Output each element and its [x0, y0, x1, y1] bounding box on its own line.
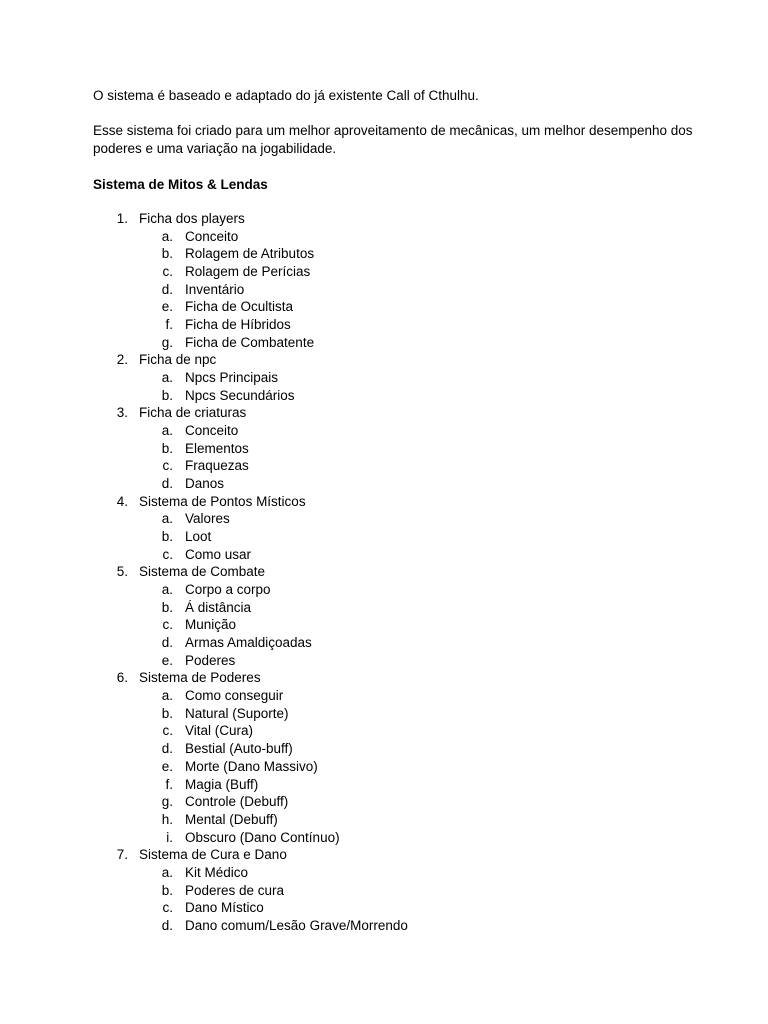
intro-paragraph-2: Esse sistema foi criado para um melhor aproveitamento de mecânicas, um melhor desempenho dos poderes e uma variação na jogabilidade.	[93, 123, 693, 156]
outline-subitem-letter: a.	[161, 370, 173, 386]
outline-subitem-letter: d.	[161, 741, 173, 757]
outline-subitem-letter: e.	[161, 652, 173, 668]
outline-subitem	[0, 298, 768, 316]
outline-subitem	[0, 528, 768, 546]
outline-subitem-label: Munição	[185, 617, 237, 633]
outline-item-label: Ficha de npc	[139, 352, 217, 368]
outline-subitem-label: Valores	[185, 511, 230, 527]
outline-subitem-letter: d.	[161, 281, 173, 297]
outline-subitem-letter: b.	[161, 599, 173, 615]
outline-subitem-label: Ficha de Híbridos	[185, 317, 291, 333]
outline-item-label: Ficha dos players	[139, 211, 245, 226]
outline-subitem	[0, 652, 768, 670]
outline-item	[0, 563, 768, 581]
outline-subitem	[0, 882, 768, 900]
outline-subitem-label: Rolagem de Perícias	[185, 264, 311, 280]
outline-subitem-letter: a.	[161, 423, 173, 439]
outline-subitem-label: Dano comum/Lesão Grave/Morrendo	[185, 917, 408, 933]
outline-subitem-label: Conceito	[185, 228, 239, 244]
outline-subitem-label: Kit Médico	[185, 864, 249, 880]
outline-subitem	[0, 228, 768, 246]
outline-subitem-label: Controle (Debuff)	[185, 794, 289, 810]
outline-subitem	[0, 369, 768, 387]
outline-item	[0, 404, 768, 422]
outline-item	[0, 493, 768, 511]
outline-subitem-label: Mental (Debuff)	[185, 811, 278, 827]
outline-subitem-label: Ficha de Combatente	[185, 334, 315, 350]
outline-subitem	[0, 864, 768, 882]
outline-item-number: 7.	[116, 847, 128, 863]
outline-subitem-label: Npcs Secundários	[185, 387, 295, 403]
outline-subitem-letter: b.	[161, 882, 173, 898]
outline-subitem	[0, 634, 768, 652]
outline-item-label: Sistema de Poderes	[139, 670, 261, 686]
outline-subitem	[0, 510, 768, 528]
outline-subitem-letter: c.	[162, 264, 173, 280]
outline-subitem-label: Como usar	[185, 546, 252, 562]
outline-subitem	[0, 422, 768, 440]
outline-subitem	[0, 245, 768, 263]
outline-subitem	[0, 758, 768, 776]
outline-subitem-letter: b.	[161, 246, 173, 262]
outline-subitem	[0, 387, 768, 405]
outline-subitem-label: Ficha de Ocultista	[185, 299, 294, 315]
outline-subitem-letter: b.	[161, 529, 173, 545]
outline-subitem-letter: f.	[165, 317, 173, 333]
outline-subitem-letter: a.	[161, 228, 173, 244]
outline-subitem-label: Armas Amaldiçoadas	[185, 635, 312, 651]
outline-item-number: 4.	[116, 493, 128, 509]
outline-subitem-letter: a.	[161, 511, 173, 527]
outline-subitem	[0, 599, 768, 617]
outline-subitem-label: Á distância	[185, 599, 252, 615]
outline-subitem-label: Corpo a corpo	[185, 582, 271, 598]
outline-item	[0, 210, 768, 228]
outline-subitem-letter: g.	[161, 334, 173, 350]
outline-subitem-letter: g.	[161, 794, 173, 810]
outline-subitem-label: Conceito	[185, 423, 239, 439]
outline-subitem-label: Magia (Buff)	[185, 776, 259, 792]
outline-subitem-letter: i.	[166, 829, 173, 845]
outline-subitem-letter: c.	[162, 617, 173, 633]
outline-item	[0, 846, 768, 864]
outline-subitem	[0, 316, 768, 334]
outline-subitem-letter: f.	[165, 776, 173, 792]
outline-subitem-label: Natural (Suporte)	[185, 705, 289, 721]
outline-subitem-letter: b.	[161, 705, 173, 721]
outline-subitem-letter: b.	[161, 387, 173, 403]
intro-paragraph-1: O sistema é baseado e adaptado do já existente Call of Cthulhu.	[93, 88, 479, 103]
outline-item	[0, 351, 768, 369]
outline-item-number: 2.	[116, 352, 128, 368]
outline-subitem	[0, 705, 768, 723]
outline-subitem-label: Obscuro (Dano Contínuo)	[185, 829, 340, 845]
outline-subitem	[0, 581, 768, 599]
outline-subitem-label: Npcs Principais	[185, 370, 279, 386]
outline-item	[0, 669, 768, 687]
outline-subitem-label: Poderes	[185, 652, 236, 668]
outline-subitem	[0, 546, 768, 564]
outline-list	[0, 210, 768, 935]
outline-subitem-letter: c.	[162, 900, 173, 916]
outline-subitem	[0, 457, 768, 475]
outline-subitem-label: Danos	[185, 476, 225, 492]
outline-subitem	[0, 616, 768, 634]
outline-item-label: Sistema de Pontos Místicos	[139, 493, 306, 509]
outline-subitem-letter: d.	[161, 917, 173, 933]
outline-subitem-label: Fraquezas	[185, 458, 249, 474]
outline-item-label: Sistema de Cura e Dano	[139, 847, 287, 863]
outline-subitem	[0, 917, 768, 935]
outline-subitem-label: Poderes de cura	[185, 882, 285, 898]
outline-subitem-label: Rolagem de Atributos	[185, 246, 315, 262]
outline-item-number: 3.	[116, 405, 128, 421]
outline-subitem	[0, 440, 768, 458]
outline-subitem	[0, 281, 768, 299]
outline-subitem-letter: a.	[161, 582, 173, 598]
outline-item-number: 5.	[116, 564, 128, 580]
outline-subitem-label: Inventário	[185, 281, 245, 297]
outline-subitem-label: Loot	[185, 529, 212, 545]
outline-subitem-letter: a.	[161, 864, 173, 880]
outline-item-number: 1.	[116, 211, 128, 226]
outline-subitem-label: Bestial (Auto-buff)	[185, 741, 293, 757]
outline-subitem	[0, 722, 768, 740]
outline-subitem	[0, 687, 768, 705]
outline-subitem	[0, 334, 768, 352]
outline-subitem-label: Como conseguir	[185, 688, 284, 704]
outline-subitem	[0, 793, 768, 811]
outline-subitem	[0, 899, 768, 917]
outline-item-label: Sistema de Combate	[139, 564, 266, 580]
outline-subitem-letter: c.	[162, 458, 173, 474]
outline-item-number: 6.	[116, 670, 128, 686]
outline-subitem-label: Dano Místico	[185, 900, 264, 916]
outline-subitem	[0, 776, 768, 794]
outline-subitem-label: Vital (Cura)	[185, 723, 254, 739]
outline-subitem-letter: c.	[162, 546, 173, 562]
section-title: Sistema de Mitos & Lendas	[93, 177, 268, 192]
outline-subitem	[0, 811, 768, 829]
outline-subitem-letter: a.	[161, 688, 173, 704]
outline-subitem-letter: b.	[161, 440, 173, 456]
outline-subitem	[0, 475, 768, 493]
outline-subitem-letter: h.	[161, 811, 173, 827]
outline-subitem-label: Elementos	[185, 440, 249, 456]
outline-item-label: Ficha de criaturas	[139, 405, 247, 421]
outline-subitem	[0, 740, 768, 758]
outline-subitem-letter: e.	[161, 758, 173, 774]
outline-subitem-label: Morte (Dano Massivo)	[185, 758, 318, 774]
outline-subitem	[0, 263, 768, 281]
outline-subitem-letter: d.	[161, 635, 173, 651]
outline-subitem-letter: c.	[162, 723, 173, 739]
outline-subitem-letter: d.	[161, 476, 173, 492]
outline-subitem-letter: e.	[161, 299, 173, 315]
outline-subitem	[0, 829, 768, 847]
